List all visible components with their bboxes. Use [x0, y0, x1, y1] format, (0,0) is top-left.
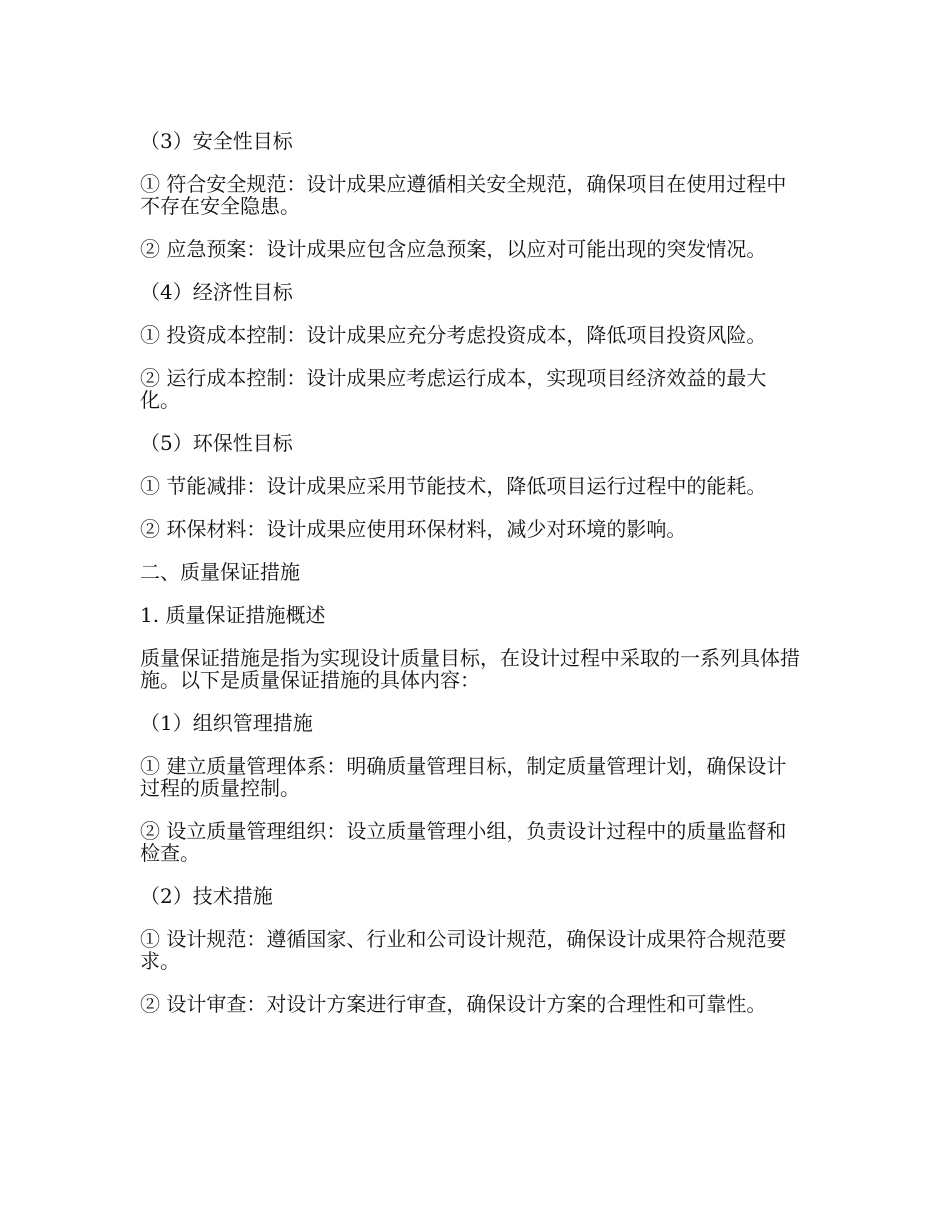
chapter-heading-quality-assurance: 二、质量保证措施	[140, 560, 300, 584]
section-heading-technical: （2）技术措施	[140, 884, 273, 908]
paragraph-design-standards: ① 设计规范：遵循国家、行业和公司设计规范，确保设计成果符合规范要求。	[140, 927, 787, 973]
section-heading-economy: （4）经济性目标	[140, 280, 293, 304]
section-heading-environment: （5）环保性目标	[140, 431, 293, 455]
paragraph-operating-cost: ② 运行成本控制：设计成果应考虑运行成本，实现项目经济效益的最大化。	[140, 366, 767, 412]
paragraph-quality-system: ① 建立质量管理体系：明确质量管理目标，制定质量管理计划，确保设计过程的质量控制。	[140, 754, 787, 800]
paragraph-quality-organization: ② 设立质量管理组织：设立质量管理小组，负责设计过程中的质量监督和检查。	[140, 819, 787, 865]
document-body	[140, 130, 806, 1036]
paragraph-eco-materials: ② 环保材料：设计成果应使用环保材料，减少对环境的影响。	[140, 517, 687, 541]
paragraph-energy-saving: ① 节能减排：设计成果应采用节能技术，降低项目运行过程中的能耗。	[140, 474, 767, 498]
paragraph-investment-cost: ① 投资成本控制：设计成果应充分考虑投资成本，降低项目投资风险。	[140, 323, 767, 347]
paragraph-safety-standards: ① 符合安全规范：设计成果应遵循相关安全规范，确保项目在使用过程中不存在安全隐患。	[140, 172, 787, 218]
section-heading-organization: （1）组织管理措施	[140, 711, 313, 735]
paragraph-emergency-plan: ② 应急预案：设计成果应包含应急预案，以应对可能出现的突发情况。	[140, 237, 767, 261]
section-heading-safety: （3）安全性目标	[140, 129, 293, 153]
paragraph-design-review: ② 设计审查：对设计方案进行审查，确保设计方案的合理性和可靠性。	[140, 992, 767, 1016]
subsection-heading-overview: 1. 质量保证措施概述	[140, 603, 326, 627]
paragraph-overview: 质量保证措施是指为实现设计质量目标，在设计过程中采取的一系列具体措施。以下是质量保证措施的具体内容：	[140, 646, 800, 692]
